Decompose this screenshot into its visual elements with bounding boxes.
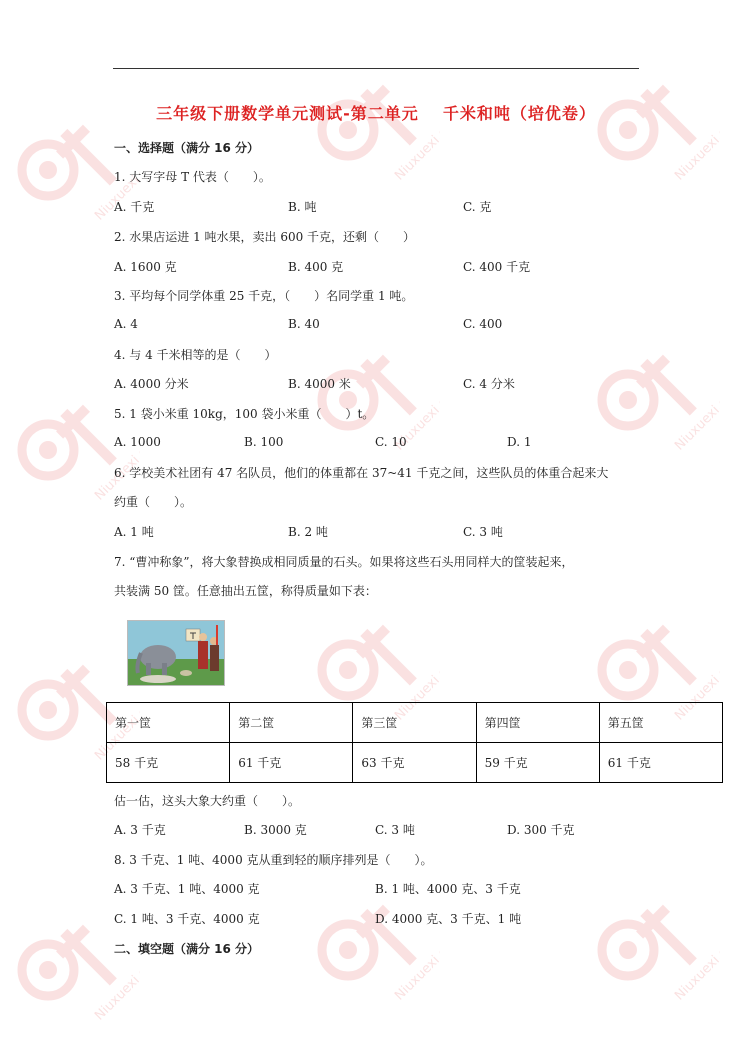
svg-text:Niuxuexi.com: Niuxuexi.com xyxy=(392,380,440,454)
question-7-cont: 共装满 50 筐。任意抽出五筐，称得质量如下表： xyxy=(114,584,377,598)
q3-option-c: C. 400 xyxy=(463,317,503,331)
question-7-ask: 估一估，这头大象大约重（ ）。 xyxy=(114,794,301,808)
table-cell: 58 千克 xyxy=(107,743,230,783)
svg-text:Niuxuexi.com: Niuxuexi.com xyxy=(672,930,720,1004)
table-cell: 61 千克 xyxy=(230,743,353,783)
q7-option-a: A. 3 千克 xyxy=(114,823,166,837)
table-cell: 61 千克 xyxy=(599,743,722,783)
q2-option-b: B. 400 克 xyxy=(288,260,344,274)
question-6: 6. 学校美术社团有 47 名队员，他们的体重都在 37~41 千克之间，这些队员的体重合起来大 xyxy=(114,466,609,480)
q6-option-c: C. 3 吨 xyxy=(463,525,503,539)
watermark-logo xyxy=(590,60,720,190)
section-heading-choice: 一、选择题（满分 16 分） xyxy=(114,141,260,155)
watermark-logo xyxy=(590,880,720,1010)
table-cell: 59 千克 xyxy=(476,743,599,783)
q5-option-a: A. 1000 xyxy=(114,435,161,449)
watermark-logo xyxy=(310,880,440,1010)
cao-chong-elephant-illustration xyxy=(127,620,225,686)
svg-text:Niuxuexi.com: Niuxuexi.com xyxy=(672,110,720,184)
q4-option-a: A. 4000 分米 xyxy=(114,377,189,391)
q8-option-d: D. 4000 克、3 千克、1 吨 xyxy=(375,912,522,926)
q2-option-c: C. 400 千克 xyxy=(463,260,531,274)
document-title xyxy=(0,101,752,124)
q3-option-a: A. 4 xyxy=(114,317,138,331)
q7-option-d: D. 300 千克 xyxy=(507,823,575,837)
svg-text:Niuxuexi.com: Niuxuexi.com xyxy=(92,150,140,224)
q8-option-c: C. 1 吨、3 千克、4000 克 xyxy=(114,912,260,926)
svg-text:Niuxuexi.com: Niuxuexi.com xyxy=(92,430,140,504)
q6-option-b: B. 2 吨 xyxy=(288,525,328,539)
q2-option-a: A. 1600 克 xyxy=(114,260,177,274)
table-header-cell: 第三筐 xyxy=(353,703,476,743)
title-part-1: 三年级下册数学单元测试-第二单元 xyxy=(156,104,419,123)
q1-option-c: C. 克 xyxy=(463,200,492,214)
q4-option-b: B. 4000 米 xyxy=(288,377,351,391)
table-row xyxy=(107,743,723,783)
q7-option-c: C. 3 吨 xyxy=(375,823,415,837)
question-1: 1. 大写字母 T 代表（ ）。 xyxy=(114,170,271,184)
svg-text:Niuxuexi.com: Niuxuexi.com xyxy=(672,650,720,724)
question-8: 8. 3 千克、1 吨、4000 克从重到轻的顺序排列是（ ）。 xyxy=(114,853,433,867)
q1-option-a: A. 千克 xyxy=(114,200,155,214)
question-2: 2. 水果店运进 1 吨水果，卖出 600 千克，还剩（ ） xyxy=(114,230,416,244)
svg-text:Niuxuexi.com: Niuxuexi.com xyxy=(392,650,440,724)
table-header-cell: 第一筐 xyxy=(107,703,230,743)
table-cell: 63 千克 xyxy=(353,743,476,783)
svg-text:Niuxuexi.com: Niuxuexi.com xyxy=(672,380,720,454)
question-3: 3. 平均每个同学体重 25 千克，（ ）名同学重 1 吨。 xyxy=(114,289,414,303)
title-part-2: 千米和吨（培优卷） xyxy=(442,104,596,123)
question-6-cont: 约重（ ）。 xyxy=(114,495,193,509)
question-5: 5. 1 袋小米重 10kg，100 袋小米重（ ）t。 xyxy=(114,407,375,421)
svg-text:Niuxuexi.com: Niuxuexi.com xyxy=(92,950,140,1024)
q8-option-b: B. 1 吨、4000 克、3 千克 xyxy=(375,882,521,896)
basket-weight-table xyxy=(106,702,723,783)
question-7: 7. “曹冲称象”，将大象替换成相同质量的石头。如果将这些石头用同样大的筐装起来， xyxy=(114,555,574,569)
svg-text:Niuxuexi.com: Niuxuexi.com xyxy=(92,690,140,764)
q5-option-d: D. 1 xyxy=(507,435,532,449)
table-header-cell: 第四筐 xyxy=(476,703,599,743)
table-header-cell: 第二筐 xyxy=(230,703,353,743)
q3-option-b: B. 40 xyxy=(288,317,320,331)
q4-option-c: C. 4 分米 xyxy=(463,377,515,391)
q5-option-b: B. 100 xyxy=(244,435,284,449)
svg-text:Niuxuexi.com: Niuxuexi.com xyxy=(392,110,440,184)
question-4: 4. 与 4 千米相等的是（ ） xyxy=(114,348,277,362)
q5-option-c: C. 10 xyxy=(375,435,407,449)
section-heading-fill: 二、填空题（满分 16 分） xyxy=(114,942,260,956)
q1-option-b: B. 吨 xyxy=(288,200,317,214)
q8-option-a: A. 3 千克、1 吨、4000 克 xyxy=(114,882,260,896)
table-header-cell: 第五筐 xyxy=(599,703,722,743)
watermark-logo xyxy=(590,330,720,460)
q6-option-a: A. 1 吨 xyxy=(114,525,154,539)
svg-text:Niuxuexi.com: Niuxuexi.com xyxy=(392,930,440,1004)
watermark-logo xyxy=(310,60,440,190)
header-rule xyxy=(113,68,639,69)
q7-option-b: B. 3000 克 xyxy=(244,823,307,837)
table-header-row xyxy=(107,703,723,743)
